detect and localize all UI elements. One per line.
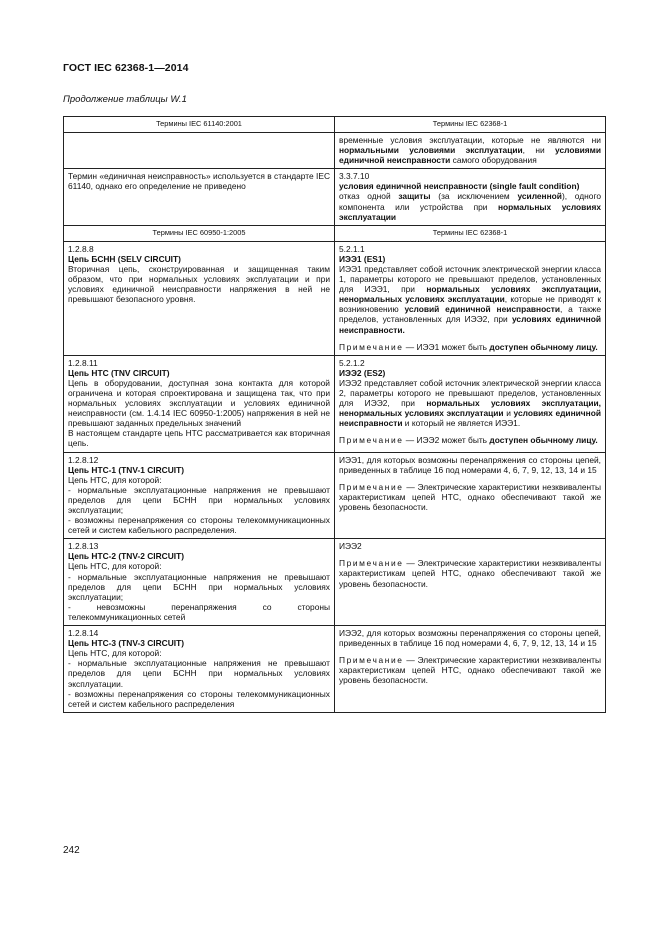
table-cell: [335, 133, 606, 169]
cell-text: Вторичная цепь, сконструированная и защищенная таким образом, что при нормальных условиях эксплуатации и при условиях единичной неисправности напряжения в ней не превышают безопасного уровня.: [68, 263, 330, 305]
table-cell: [64, 539, 335, 626]
note-label: Примечание: [339, 435, 404, 446]
term-title: Цепь НТС-1 (TNV-1 CIRCUIT): [68, 464, 184, 475]
table-cell-empty: [64, 133, 335, 169]
table-cell: [64, 452, 335, 539]
note-label: Примечание: [339, 481, 404, 492]
list-item: - нормальные эксплуатационные напряжения не превышают пределов для цепи БСНН при нормальных условиях эксплуатации.: [68, 658, 330, 689]
table-cell: [335, 355, 606, 452]
cell-text: , а также пределов, установленных для ИЭЭ2, при: [339, 304, 601, 325]
column-header-iec62368: Термины IEC 62368-1: [335, 225, 606, 241]
term-title: Цепь БСНН (SELV CIRCUIT): [68, 253, 181, 264]
list-item: - возможны перенапряжения со стороны телекоммуникационных сетей и систем кабельного распределения: [68, 688, 330, 709]
table-cell: [64, 241, 335, 355]
cell-text: ИЭЭ1, для которых возможны перенапряжения со стороны цепей, приведенных в таблице 16 под номерами 4, 6, 7, 9, 12, 13, 14 и 15: [339, 454, 601, 475]
clause-number: 5.2.1.1: [339, 243, 365, 254]
cell-text: Цепь в оборудовании, доступная зона контакта для которой ограничена и которая спроектирована и защищена так, что при нормальных условиях эксплуатации и условиях единичной неисправности (см. 1.4.14 IEC 60950-1:2005) напряжения в ней не превышают заданных предельных значений: [68, 377, 330, 429]
table-row: [64, 355, 606, 452]
table-row: [64, 626, 606, 713]
cell-text: ИЭЭ1 представляет собой источник электрической энергии класса 1, параметры которого не превышают пределов, установленных для ИЭЭ1, при: [339, 263, 601, 295]
term-ref: доступен обычному лицу.: [489, 435, 598, 446]
note-text: — Электрические характеристики незквиваленты характеристикам цепей НТС, однако обеспечивают такой же уровень безопасности.: [339, 558, 601, 589]
term-ref: доступен обычному лицу.: [489, 341, 598, 352]
cell-text: самого оборудования: [450, 155, 537, 166]
table-row: [64, 241, 606, 355]
term-title: Цепь НТС-2 (TNV-2 CIRCUIT): [68, 551, 184, 562]
clause-number: 1.2.8.13: [68, 541, 99, 552]
document-header: ГОСТ IEC 62368-1—2014: [63, 62, 189, 74]
table-cell: [335, 452, 606, 539]
note-label: Примечание: [339, 655, 404, 666]
table-row: [64, 452, 606, 539]
cell-text: , которые не приводят к возникновению: [339, 294, 601, 315]
term-ref: нормальных условиях эксплуатации: [339, 201, 601, 222]
list-item: - нормальные эксплуатационные напряжения не превышают пределов для цепи БСНН при нормальных условиях эксплуатации;: [68, 571, 330, 602]
table-cell: [335, 169, 606, 225]
cell-text: ИЭЭ2, для которых возможны перенапряжения со стороны цепей, приведенных в таблице 16 под номерами 4, 6, 7, 9, 12, 13, 14 и 15: [339, 628, 601, 649]
table-cell: [64, 169, 335, 225]
note-text: — Электрические характеристики незквиваленты характеристикам цепей НТС, однако обеспечивают такой же уровень безопасности.: [339, 655, 601, 686]
list-item: - возможны перенапряжения со стороны телекоммуникационных сетей и систем кабельного распределения.: [68, 515, 330, 536]
cell-text: ИЭЭ2 представляет собой источник электрической энергии класса 2, параметры которого не превышают пределов, установленных для ИЭЭ2, при: [339, 377, 601, 409]
table-caption: Продолжение таблицы W.1: [63, 94, 187, 105]
list-item: - невозможны перенапряжения со стороны телекоммуникационных сетей: [68, 601, 330, 622]
cell-text: отказ одной: [339, 191, 399, 202]
column-header-iec60950: Термины IEC 60950-1:2005: [64, 225, 335, 241]
clause-number: 5.2.1.2: [339, 357, 365, 368]
term-ref: условиях единичной неисправности.: [339, 314, 601, 335]
note-label: Примечание: [339, 558, 404, 569]
term-title: ИЭЭ2 (ES2): [339, 367, 386, 378]
list-item: Цепь НТС, для которой:: [68, 561, 162, 572]
column-header-iec61140: Термины IEC 61140:2001: [64, 117, 335, 133]
cell-text: Термин «единичная неисправность» используется в стандарте IEC 61140, однако его определение не приведено: [68, 171, 330, 192]
term-ref: усиленной: [517, 191, 562, 202]
table-cell: [335, 626, 606, 713]
term-title: ИЭЭ1 (ES1): [339, 253, 386, 264]
note-text: — Электрические характеристики незквиваленты характеристикам цепей НТС, однако обеспечивают такой же уровень безопасности.: [339, 481, 601, 512]
cell-text: и который не является ИЭЭ1.: [402, 418, 521, 429]
cell-text: ), одного компонента или устройства при: [339, 191, 601, 212]
column-header-iec62368: Термины IEC 62368-1: [335, 117, 606, 133]
table-row: [64, 539, 606, 626]
table-row: [64, 133, 606, 169]
table-cell: [64, 355, 335, 452]
clause-number: 1.2.8.12: [68, 454, 99, 465]
term-ref: нормальными условиями эксплуатации: [339, 145, 523, 156]
term-title: Цепь НТС-3 (TNV-3 CIRCUIT): [68, 638, 184, 649]
term-ref: нормальных условиях эксплуатации, ненормальных условиях эксплуатации: [339, 398, 601, 419]
table-header-row: [64, 117, 606, 133]
table-row: [64, 169, 606, 225]
term-ref: условиях единичной неисправности: [339, 408, 601, 429]
table-cell: [335, 539, 606, 626]
clause-number: 1.2.8.11: [68, 357, 98, 368]
table-cell: [64, 626, 335, 713]
list-item: Цепь НТС, для которой:: [68, 474, 162, 485]
list-item: Цепь НТС, для которой:: [68, 648, 162, 659]
table-header-row: [64, 225, 606, 241]
cell-text: (за исключением: [430, 191, 518, 202]
term-ref: нормальных условиях эксплуатации, ненормальных условиях эксплуатации: [339, 284, 601, 305]
clause-number: 3.3.7.10: [339, 171, 370, 182]
cell-text: , ни: [522, 145, 556, 156]
note-label: Примечание: [339, 341, 404, 352]
cell-text: ИЭЭ2: [339, 541, 362, 552]
cell-text: и: [503, 408, 514, 419]
page-number: 242: [63, 845, 80, 856]
term-title: Цепь НТС (TNV CIRCUIT): [68, 367, 170, 378]
note-text: — ИЭЭ2 может быть: [403, 435, 490, 446]
cell-text: временные условия эксплуатации, которые не являются ни: [339, 135, 601, 145]
clause-number: 1.2.8.8: [68, 243, 94, 254]
term-ref: условий единичной неисправности: [404, 304, 560, 315]
term-ref: условиями единичной неисправности: [339, 145, 601, 166]
clause-number: 1.2.8.14: [68, 628, 99, 639]
term-ref: защиты: [398, 191, 431, 202]
list-item: - нормальные эксплуатационные напряжения не превышают пределов для цепи БСНН при нормальных условиях эксплуатации;: [68, 484, 330, 515]
table-cell: [335, 241, 606, 355]
term-title: условия единичной неисправности (single fault condition): [339, 181, 580, 192]
cell-text: В настоящем стандарте цепь НТС рассматривается как вторичная цепь.: [68, 428, 330, 449]
note-text: — ИЭЭ1 может быть: [403, 341, 490, 352]
terms-table: [63, 116, 606, 713]
